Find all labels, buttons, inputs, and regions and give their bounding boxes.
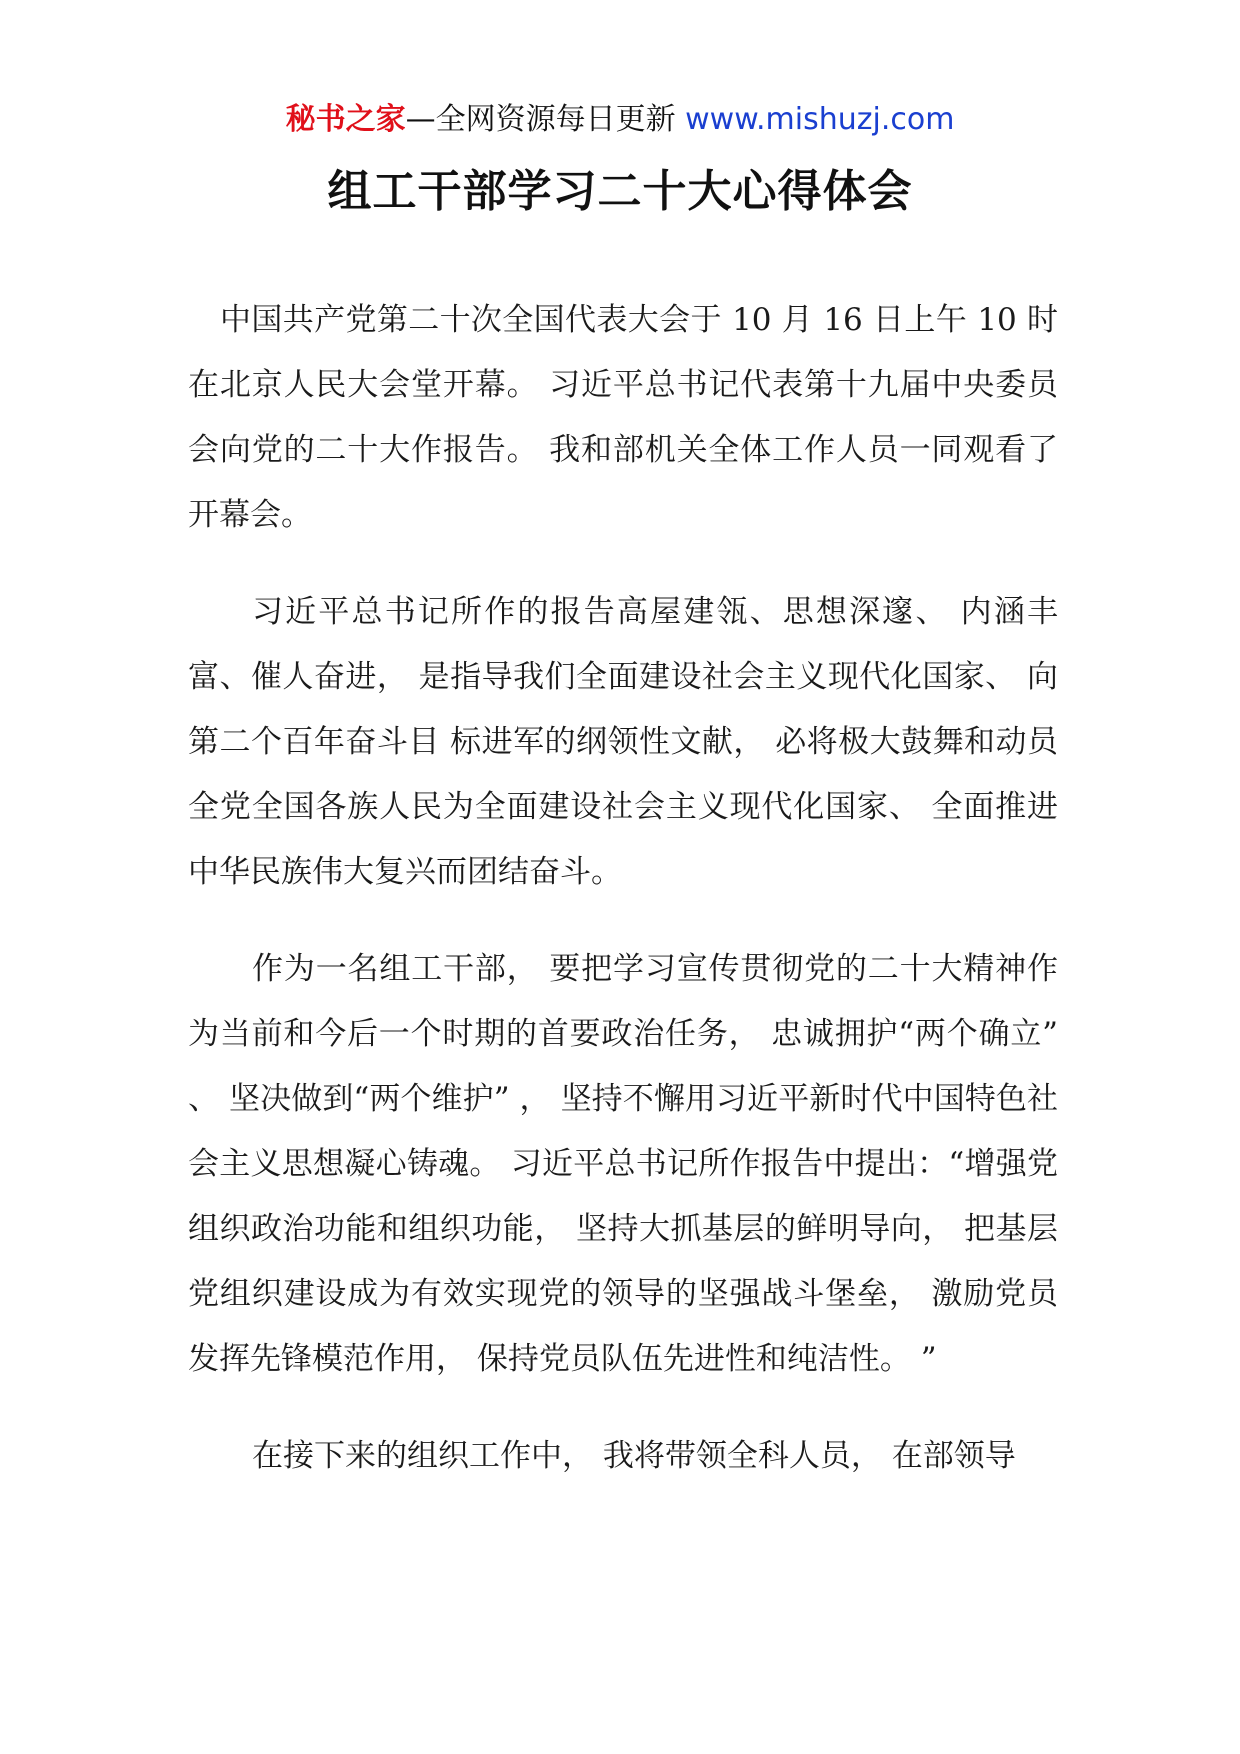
header-tagline: —全网资源每日更新 xyxy=(405,102,676,137)
document-body xyxy=(188,288,1058,1521)
paragraph-2: 习近平总书记所作的报告高屋建瓴、思想深邃、 内涵丰富、催人奋进， 是指导我们全面建设社会主义现代化国家、 向第二个百年奋斗目 标进军的纲领性文献， 必将极大鼓舞和动员全党全国各族人民为全面建设社会主义现代化国家、 全面推进中华民族伟大复兴而团结奋斗。 xyxy=(188,594,1058,890)
document-title: 组工干部学习二十大心得体会 xyxy=(327,166,913,217)
site-url-link[interactable]: www.mishuzj.com xyxy=(685,102,955,137)
brand-name: 秘书之家 xyxy=(285,102,406,137)
paragraph-4: 在接下来的组织工作中， 我将带领全科人员， 在部领导 xyxy=(252,1438,1016,1474)
paragraph-3: 作为一名组工干部， 要把学习宣传贯彻党的二十大精神作为当前和今后一个时期的首要政治任务， 忠诚拥护“两个确立” 、 坚决做到“两个维护” ， 坚持不懈用习近平新时代中国特色社会主义思想凝心铸魂。 习近平总书记所作报告中提出：“增强党组织政治功能和组织功能， 坚持大抓基层的鲜明导向， 把基层党组织建设成为有效实现党的领导的坚强战斗堡垒， 激励党员发挥先锋模范作用， 保持党员队伍先进性和纯洁性。 ” xyxy=(188,951,1058,1377)
site-header xyxy=(0,100,1240,140)
paragraph-1: 中国共产党第二十次全国代表大会于 10 月 16 日上午 10 时在北京人民大会堂开幕。 习近平总书记代表第十九届中央委员会向党的二十大作报告。 我和部机关全体工作人员一同观看了开幕会。 xyxy=(188,302,1058,533)
